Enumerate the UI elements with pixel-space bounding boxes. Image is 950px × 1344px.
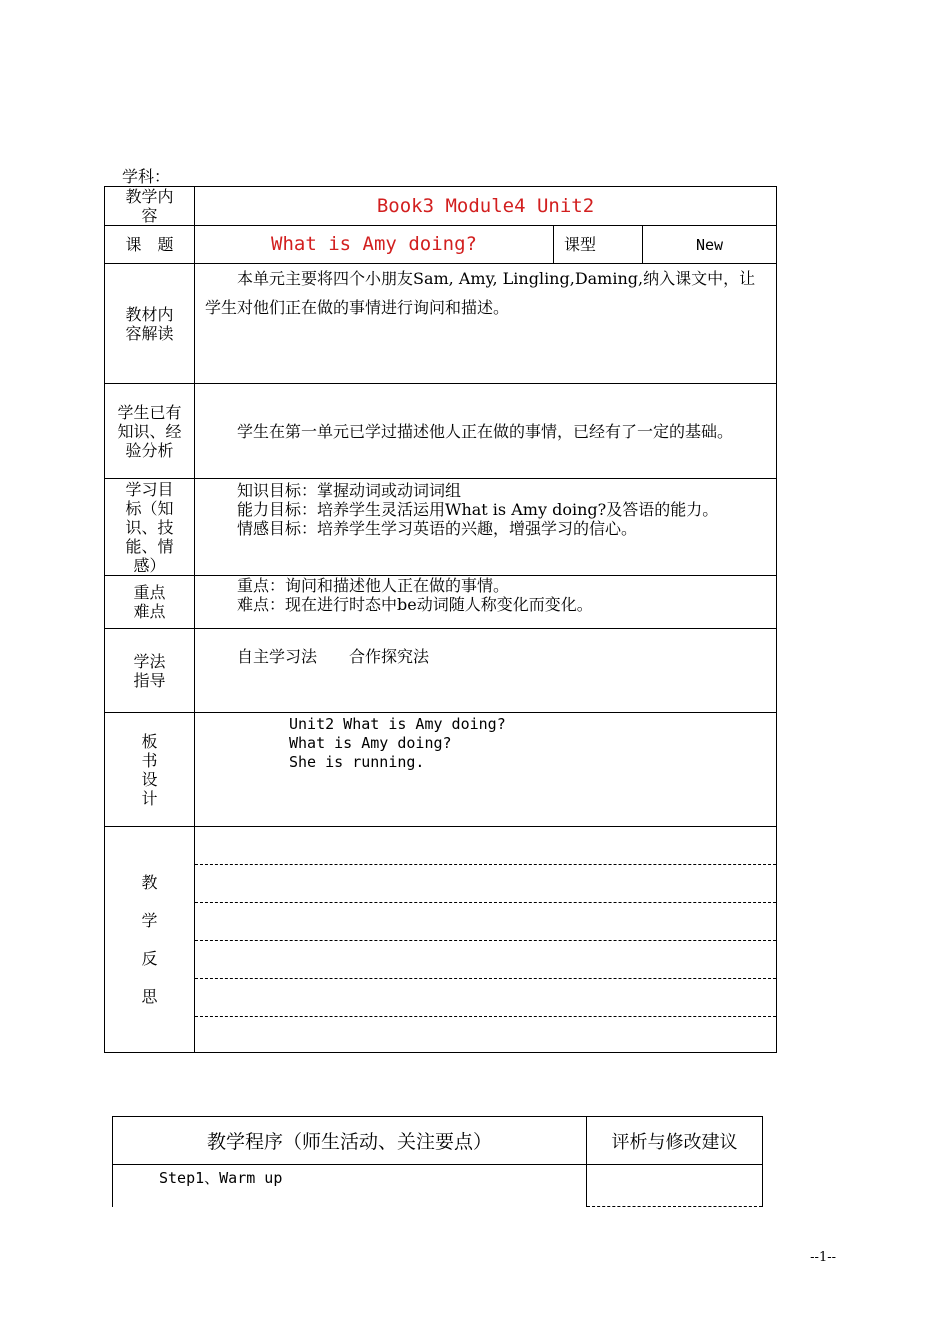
goal-ability: 能力目标：培养学生灵活运用What is Amy doing?及答语的能力。 bbox=[237, 500, 719, 519]
value-focus bbox=[195, 576, 777, 629]
label-type: 课型 bbox=[554, 226, 643, 264]
procedure-table bbox=[112, 1116, 763, 1207]
label-reflection: 教学反思 bbox=[105, 827, 195, 1053]
content-title: Book3 Module4 Unit2 bbox=[376, 194, 595, 217]
value-prior: 学生在第一单元已学过描述他人正在做的事情，已经有了一定的基础。 bbox=[195, 384, 777, 479]
lesson-plan-table bbox=[104, 186, 777, 1053]
row-goals bbox=[105, 479, 777, 576]
label-goals: 学习目标（知识、技能、情感） bbox=[105, 479, 195, 576]
value-method: 自主学习法 合作探究法 bbox=[195, 629, 777, 713]
reflection-line[interactable] bbox=[195, 865, 776, 903]
value-analysis: 本单元主要将四个小朋友Sam, Amy, Lingling,Daming,纳入课文中，让学生对他们正在做的事情进行询问和描述。 bbox=[195, 264, 777, 384]
reflection-line[interactable] bbox=[195, 903, 776, 941]
label-focus: 重点难点 bbox=[105, 576, 195, 629]
focus-key: 重点：询问和描述他人正在做的事情。 bbox=[237, 576, 510, 595]
reflection-line[interactable] bbox=[195, 941, 776, 979]
goal-emotion: 情感目标：培养学生学习英语的兴趣，增强学习的信心。 bbox=[237, 519, 638, 538]
row-board bbox=[105, 713, 777, 827]
review-header: 评析与修改建议 bbox=[587, 1117, 763, 1165]
topic-title: What is Amy doing? bbox=[271, 233, 477, 255]
value-goals bbox=[195, 479, 777, 576]
label-board: 板书设计 bbox=[105, 713, 195, 827]
label-analysis: 教材内容解读 bbox=[105, 264, 195, 384]
value-topic bbox=[195, 226, 554, 264]
page-number: --1-- bbox=[810, 1250, 836, 1265]
reflection-line[interactable] bbox=[195, 979, 776, 1017]
board-line-3: She is running. bbox=[289, 753, 425, 771]
step1-text: Step1、Warm up bbox=[159, 1169, 283, 1187]
label-method: 学法指导 bbox=[105, 629, 195, 713]
board-line-2: What is Amy doing? bbox=[289, 734, 452, 752]
row-method bbox=[105, 629, 777, 713]
reflection-line[interactable] bbox=[195, 827, 776, 865]
goal-knowledge: 知识目标：掌握动词或动词词组 bbox=[237, 481, 462, 500]
board-line-1: Unit2 What is Amy doing? bbox=[289, 715, 506, 733]
review-cell[interactable] bbox=[587, 1165, 763, 1207]
row-reflection bbox=[105, 827, 777, 1053]
focus-difficult: 难点：现在进行时态中be动词随人称变化而变化。 bbox=[237, 595, 593, 614]
procedure-header: 教学程序（师生活动、关注要点） bbox=[113, 1117, 587, 1165]
step1-cell bbox=[113, 1165, 587, 1207]
row-topic bbox=[105, 226, 777, 264]
value-reflection bbox=[195, 827, 777, 1053]
value-content bbox=[195, 187, 777, 226]
row-prior bbox=[105, 384, 777, 479]
label-content: 教学内容 bbox=[105, 187, 195, 226]
label-prior: 学生已有知识、经验分析 bbox=[105, 384, 195, 479]
row-content bbox=[105, 187, 777, 226]
label-topic: 课 题 bbox=[105, 226, 195, 264]
subject-label: 学科： bbox=[122, 167, 171, 186]
row-analysis bbox=[105, 264, 777, 384]
row-focus bbox=[105, 576, 777, 629]
value-board bbox=[195, 713, 777, 827]
value-type: New bbox=[643, 226, 777, 264]
